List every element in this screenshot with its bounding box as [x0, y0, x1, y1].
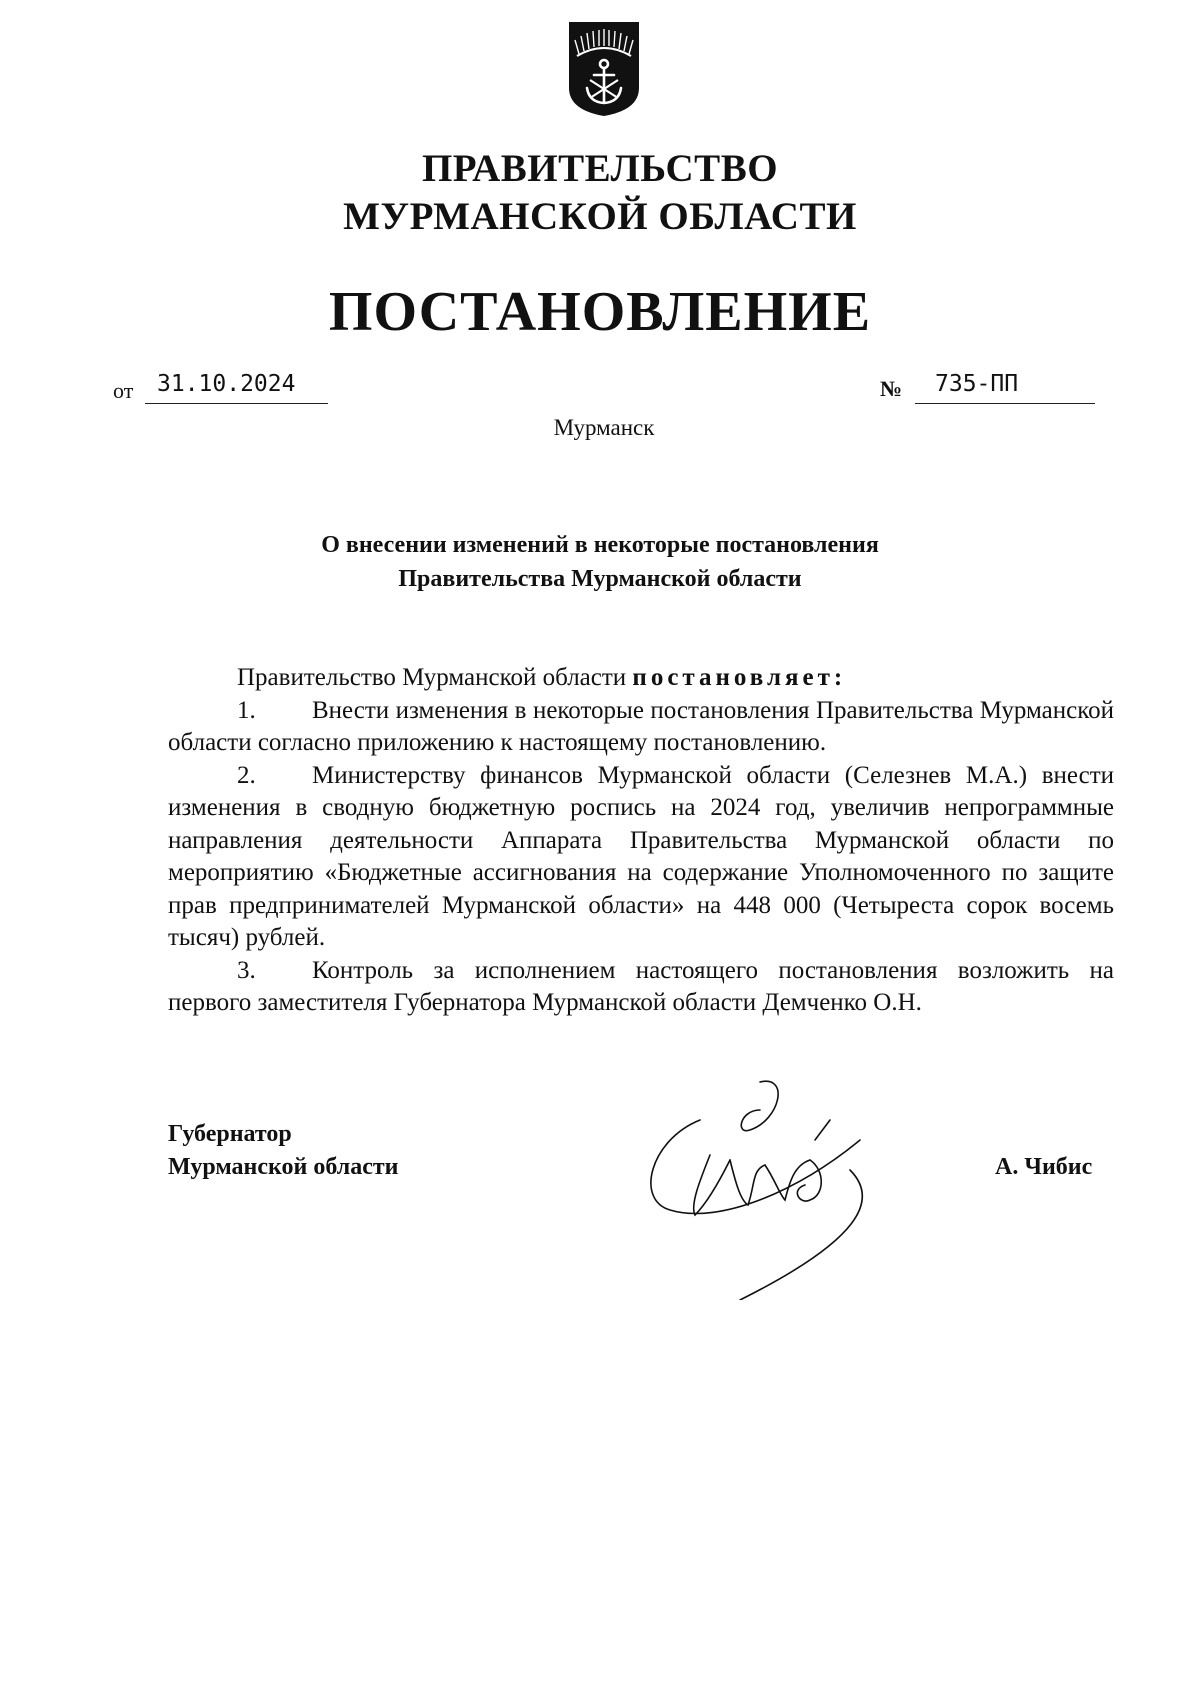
signer-title-line1: Губернатор	[168, 1121, 292, 1147]
document-city: Мурманск	[553, 415, 655, 440]
item-text: Контроль за исполнением настоящего постановления возложить на первого заместителя Губернатора Мурманской области Демченко О.Н.	[168, 956, 1114, 1016]
signer-name: А. Чибис	[995, 1154, 1093, 1180]
item-number: 3.	[237, 956, 256, 984]
item-text: Министерству финансов Мурманской области (Селезнев М.А.) внести изменения в сводную бюджетную роспись на 2024 год, увеличив непрограммные направления деятельности Аппарата Правительства Мурманской области по мероприятию «Бюджетные ассигнования на содержание Уполномоченного по защите прав предпринимателей Мурманской области» на 448 000 (Четыреста сорок восемь тысяч) рублей.	[168, 761, 1114, 951]
preamble	[168, 662, 1114, 695]
item-text: Внести изменения в некоторые постановления Правительства Мурманской области согласно приложению к настоящему постановлению.	[168, 696, 1114, 756]
document-date: 31.10.2024	[145, 368, 328, 404]
document-type-title: ПОСТАНОВЛЕНИЕ	[328, 281, 872, 343]
organization-name-line2: МУРМАНСКОЙ ОБЛАСТИ	[343, 195, 857, 238]
preamble-text: Правительство Мурманской области	[237, 664, 633, 691]
list-item	[168, 695, 1114, 760]
handwritten-signature-icon	[640, 1080, 920, 1300]
organization-name-line1: ПРАВИТЕЛЬСТВО	[421, 147, 779, 190]
document-body	[168, 662, 1114, 1020]
signer-title-line2: Мурманской области	[168, 1154, 399, 1180]
signer-title	[168, 1118, 398, 1184]
number-prefix: №	[880, 376, 903, 401]
preamble-verb: постановляет:	[632, 664, 847, 691]
list-item	[168, 955, 1114, 1020]
item-number: 1.	[237, 696, 256, 724]
list-item	[168, 760, 1114, 955]
date-prefix: от	[113, 378, 134, 403]
item-number: 2.	[237, 761, 256, 789]
document-number: 735-ПП	[915, 368, 1095, 404]
subject-line2: Правительства Мурманской области	[398, 566, 802, 592]
coat-of-arms-icon	[565, 18, 643, 118]
subject-line1: О внесении изменений в некоторые постановления	[321, 532, 879, 558]
